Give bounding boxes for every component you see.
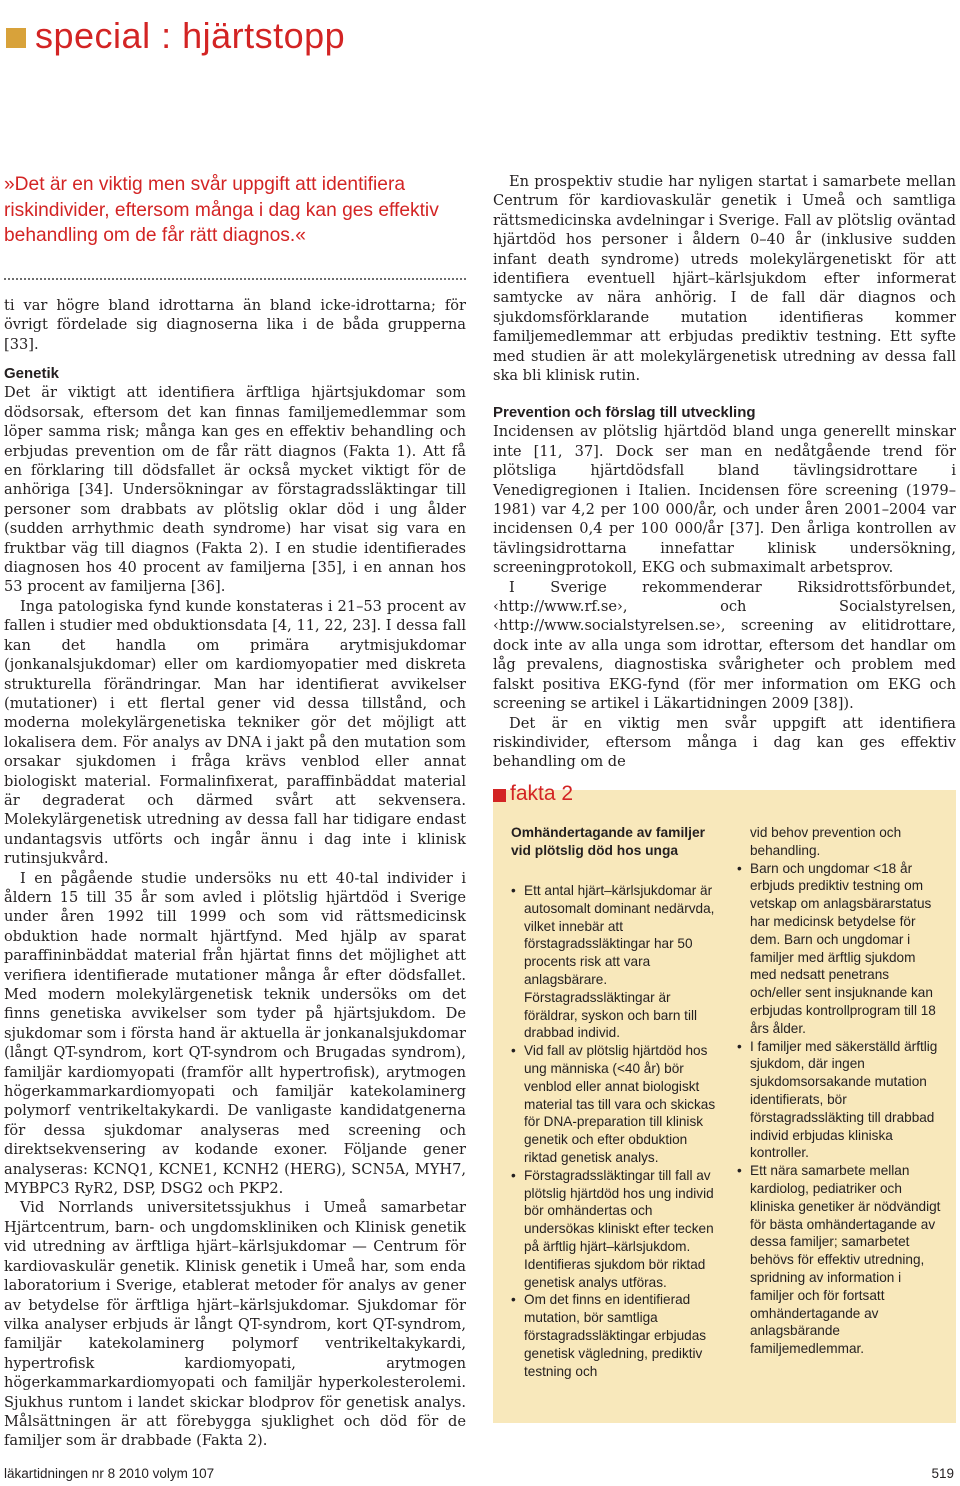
left-intro-paragraph: ti var högre bland idrottarna än bland icke-idrottarna; för övrigt fördelade sig diagnoserna lika i de båda grupperna [33]. <box>4 297 466 353</box>
genetik-heading: Genetik <box>4 365 60 382</box>
fakta-heading: Omhändertagande av familjer vid plötslig död hos unga <box>511 825 705 858</box>
fakta-box <box>493 782 956 1423</box>
fakta-label: fakta 2 <box>510 782 574 805</box>
pull-quote: »Det är en viktig men svår uppgift att identifiera riskindivider, eftersom många i dag kan ges effektiv behandling om de får rätt diagnos.« <box>4 174 439 246</box>
right-paragraph-3: I Sverige rekommenderar Riksidrottsförbundet, ‹http://www.rf.se›, och Socialstyrelsen, ‹http://www.socialstyrelsen.se›, screening av elitidrottare, dock inte av alla unga som idrottar, eftersom det handlar om låg prevalens, diagnostiska svårigheter och problem med falskt positiva EKG-fynd (för mer information om EKG och screening se artikel i Läkartidningen 2009 [38]). <box>493 578 956 713</box>
right-paragraph-1: En prospektiv studie har nyligen startat i samarbete mellan Centrum för kardiovaskulär genetik i Umeå och samtliga rättsmedicinska avdelningar i Sverige. Fall av plötslig oväntad hjärtdöd hos personer i åldern 0–40 år (inklusive sudden infant death syndrome) utreds molekylärgenetiskt för att identifiera eventuell hjärt–kärlsjukdom efter informerat samtycke av nära anhörig. I de fall där diagnos och sjukdomsförklarande mutation identifieras kommer familjemedlemmar att erbjudas prediktiv testning. Ett syfte med studien är att molekylärgenetisk utredning av dessa fall ska bli klinisk rutin. <box>493 173 956 385</box>
fakta-square-icon <box>493 789 506 802</box>
left-paragraph-2: Inga patologiska fynd kunde konstateras i 21–53 procent av fallen i studier med obduktionsdata [4, 11, 22, 23]. I dessa fall kan det handla om primära arytmisjukdomar (jonkanalsjukdomar) eller om kardiomyopatier med diskreta strukturella förändringar. Man har identifierat avvikelser (mutationer) i ett flertal gener vid dessa tillstånd, och moderna molekylärgenetiska tekniker gör det möjligt att lokalisera dem. För analys av DNA i jakt på den mutation som orsakar sjukdomen i fråga krävs venblod eller annat biologiskt material. Formalinfixerat, paraffinbäddat material är degraderat och därmed svårt att sekvensera. Molekylärgenetisk utredning av dessa fall har tidigare endast undantagsvis utförts och ingår ännu i dag inte i klinisk rutinsjukvård. <box>4 597 466 868</box>
right-paragraph-4: Det är en viktig men svår uppgift att identifiera riskindivider, eftersom många i dag kan ges effektiv behandling om de <box>493 714 956 771</box>
fakta-list-item: • Om det finns en identifierad mutation, bör samtliga förstagradssläktingar erbjudas genetisk vägledning, prediktiv testning och <box>511 1291 716 1380</box>
right-paragraph-2: Incidensen av plötslig hjärtdöd bland unga generellt minskar inte [11, 37]. Dock ser man en nedåtgående trend för plötsliga hjärtdödsfall bland tävlingsidrottare i Venedigregionen i Italien. Incidensen före screening (1979–1981) var 4,2 per 100 000/år, och under åren 2001–2004 var incidensen 0,4 per 100 000/år [37]. Den årliga kontrollen av tävlingsidrottarna innefattar klinisk undersökning, screeningprotokoll, EKG och submaximalt arbetsprov. <box>493 423 956 577</box>
left-genetik-section <box>4 364 466 1451</box>
page-number: 519 <box>931 1466 954 1481</box>
fakta-list-item: • Barn och ungdomar <18 år erbjuds prediktiv testning om vetskap om anlagsbärarstatus har medicinsk betydelse för dem. Barn och ungdomar i familjer med ärftlig sjukdom med nedsatt penetrans och/eller sent insjuknande kan erbjudas kontrollprogram till 18 års ålder. <box>737 860 942 1038</box>
header-square-icon <box>6 28 26 48</box>
right-prevention-section <box>493 403 956 772</box>
fakta-header <box>493 782 573 806</box>
fakta-list-item: • Ett antal hjärt–kärlsjukdomar är autosomalt dominant nedärvda, vilket innebär att förstagradssläktingar har 50 procents risk att vara anlagsbärare. Förstagradssläktingar är föräldrar, syskon och barn till drabbad individ. <box>511 882 716 1042</box>
fakta-list-item-continuation: vid behov prevention och behandling. <box>750 825 902 858</box>
left-paragraph-4: Vid Norrlands universitetssjukhus i Umeå samarbetar Hjärtcentrum, barn- och ungdomskliniken och Klinisk genetik vid utredning av ärftliga hjärt–kärlsjukdomar — Centrum för kardiovaskulär genetik. Klinisk genetik i Umeå har, som enda laboratorium i Sverige, etablerat metoder för analys av gener av betydelse för ärftliga hjärt–kärlsjukdomar. Sjukdomar för vilka analyser erbjuds är långt QT-syndrom, kort QT-syndrom, familjär katekolaminerg polymorf ventrikeltakykardi, hypertrofisk kardiomyopati, arytmogen högerkammarkardiomyopati och familjär hyperkolesterolemi. Sjukhus runtom i landet skickar blodprov för genetisk analys. Målsättningen är att förebygga sjuklighet och död för de familjer som är drabbade (Fakta 2). <box>4 1199 466 1450</box>
fakta-list-item: • Vid fall av plötslig hjärtdöd hos ung människa (<40 år) bör venblod eller annat biologiskt material tas till vara och skickas för DNA-preparation till klinisk genetik och efter obduktion riktad genetisk analys. <box>511 1042 716 1167</box>
fakta-list-item: • I familjer med säkerställd ärftlig sjukdom, där ingen sjukdomsorsakande mutation identifierats, bör förstagradssläkting till drabbad individ erbjudas kliniska kontroller. <box>737 1038 942 1163</box>
fakta-list-item: • Ett nära samarbete mellan kardiolog, pediatriker och kliniska genetiker är nödvändigt för bästa omhändertagande av dessa familjer; samarbetet behövs för effektiv utredning, spridning av information i familjer och för fortsatt omhändertagande av anlagsbärande familjemedlemmar. <box>737 1162 942 1358</box>
fakta-column-2 <box>737 824 942 1358</box>
left-paragraph-3: I en pågående studie undersöks nu ett 40-tal individer i åldern 15 till 35 år som avled i plötslig hjärtdöd i Sverige under åren 1992 till 1999 och som vid rättsmedicinsk obduktion hade normalt hjärtfynd. Med hjälp av sparat paraffininbäddat material från hjärtat finns det möjlighet att verifiera identifierade mutationer många år efter dödsfallet. Med modern molekylärgenetisk teknik undersöks om det finns genetiska avvikelser som tyder på hjärtsjukdom. De sjukdomar som i första hand är aktuella är jonkanalsjukdomar (långt QT-syndrom, kort QT-syndrom och Brugadas syndrom), familjär kardiomyopati (framför allt hypertrofisk), arytmogen högerkammarkardiomyopati och familjär katekolaminerg polymorf ventrikeltakykardi. De vanligaste kandidatgenerna för dessa sjukdomar analyseras med screening och direktsekvensering av kodande exoner. Följande gener analyseras: KCNQ1, KCNE1, KCNH2 (HERG), SCN5A, MYH7, MYBPC3 RyR2, DSP, DSG2 och PKP2. <box>4 869 466 1198</box>
footer-journal: läkartidningen nr 8 2010 volym 107 <box>4 1466 215 1481</box>
left-paragraph-1: Det är viktigt att identifiera ärftliga hjärtsjukdomar som dödsorsak, eftersom det kan finnas familjemedlemmar som löper samma risk; många kan ges en effektiv behandling och erbjudas prevention om de får rätt diagnos (Fakta 1). Att få en förklaring till dödsfallet är också mycket viktigt för de anhöriga [34]. Undersökningar av förstagradssläktingar till personer som drabbats av plötslig oklar död i ung ålder (sudden arrhythmic death syndrome) har visat sig vara en fruktbar väg till diagnos (Fakta 2). I en studie identifierades diagnosen hos 40 procent av familjerna [35], i en annan hos 53 procent av familjerna [36]. <box>4 384 466 596</box>
section-title: special : hjärtstopp <box>35 15 346 56</box>
section-header <box>6 14 345 58</box>
fakta-list-1 <box>511 882 716 1380</box>
divider <box>4 278 466 280</box>
fakta-column-1 <box>511 824 716 1380</box>
fakta-list-item: • Förstagradssläktingar till fall av plötslig hjärtdöd hos ung individ bör omhändertas och undersökas kliniskt efter tecken på ärftlig hjärt–kärlsjukdom. Identifieras sjukdom bör riktad genetisk analys utföras. <box>511 1167 716 1292</box>
prevention-heading: Prevention och förslag till utveckling <box>493 404 756 421</box>
fakta-list-2 <box>737 860 942 1358</box>
